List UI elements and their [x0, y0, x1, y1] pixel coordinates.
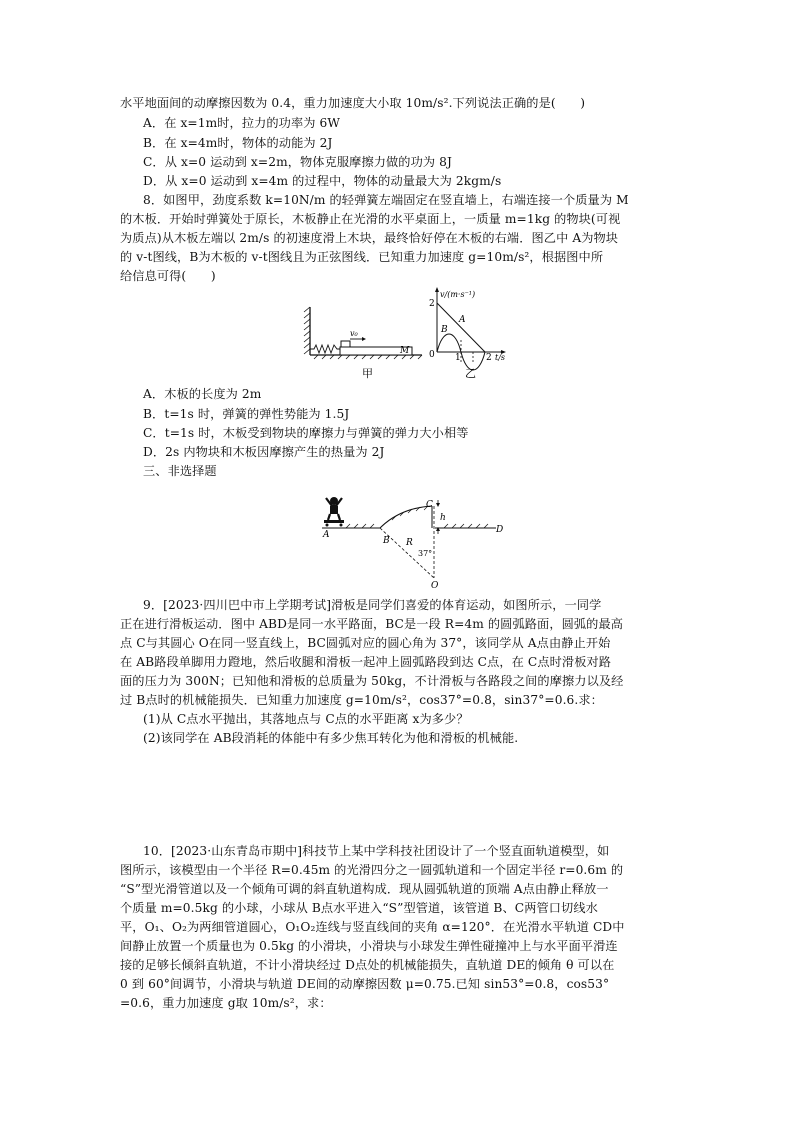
figure-yi-caption: 乙	[465, 367, 476, 380]
q9-sub-1: (1)从 C点水平抛出，其落地点与 C点的水平距离 x为多少？	[143, 712, 469, 726]
q7-option-d: D．从 x=0 运动到 x=4m 的过程中，物体的动量最大为 2kgm/s	[143, 174, 502, 188]
q7-option-a: A．在 x=1m时，拉力的功率为 6W	[143, 116, 341, 130]
q8-line-3: 为质点)从木板左端以 2m/s 的初速度滑上木块，最终恰好停在木板的右端．图乙中 A为物块	[120, 231, 619, 245]
v0-label: v₀	[350, 329, 358, 338]
q7-option-c: C．从 x=0 运动到 x=2m，物体克服摩擦力做的功为 8J	[143, 155, 452, 169]
point-c-label: C	[426, 500, 433, 510]
v-axis-label: v/(m·s⁻¹)	[440, 290, 476, 299]
q8-figure-yi	[425, 284, 525, 380]
t-tick-1: 1	[455, 353, 461, 363]
q8-line-5: 给信息可得( )	[120, 269, 216, 283]
q10-line-7: 接的足够长倾斜直轨道，不计小滑块经过 D点处的机械能损失，直轨道 DE的倾角 θ 可以在	[120, 958, 615, 972]
t-axis-label: t/s	[495, 353, 506, 362]
q8-line-1: 8．如图甲，劲度系数 k=10N/m 的轻弹簧左端固定在竖直墙上，右端连接一个质量为 M	[143, 193, 629, 207]
skate-figure	[310, 492, 530, 594]
point-b-label: B	[383, 536, 390, 546]
point-o-label: O	[431, 581, 439, 591]
q10-line-5: 平，O₁、O₂为两细管道圆心，O₁O₂连线与竖直线间的夹角 α=120°．在光滑水平轨道 CD中	[120, 920, 625, 934]
q8-option-c: C．t=1s 时，木板受到物块的摩擦力与弹簧的弹力大小相等	[143, 426, 469, 440]
q9-line-5: 面的压力为 300N；已知他和滑板的总质量为 50kg，不计滑板与各路段之间的摩擦力以及经	[120, 674, 624, 688]
height-label: h	[440, 513, 446, 523]
q10-line-4: 个质量 m=0.5kg 的小球，小球从 B点水平进入“S”型管道，该管道 B、C两管口切线水	[120, 901, 598, 915]
q10-line-6: 间静止放置一个质量也为 0.5kg 的小滑块，小滑块与小球发生弹性碰撞冲上与水平面平滑连	[120, 939, 618, 953]
q10-line-3: “S”型光滑管道以及一个倾角可调的斜直轨道构成．现从圆弧轨道的顶端 A点由静止释放一	[120, 882, 609, 896]
curve-a-label: A	[459, 315, 466, 325]
q7-stem-tail: 水平地面间的动摩擦因数为 0.4，重力加速度大小取 10m/s².下列说法正确的是( )	[120, 96, 586, 110]
q8-figure-jia	[300, 285, 430, 380]
q8-line-2: 的木板．开始时弹簧处于原长，木板静止在光滑的水平桌面上，一质量 m=1kg 的物块(可视	[120, 212, 621, 226]
angle-label: 37°	[418, 549, 433, 558]
q8-option-a: A．木板的长度为 2m	[143, 387, 262, 401]
figure-jia-caption: 甲	[362, 367, 373, 380]
q10-line-8: 0 到 60°间调节，小滑块与轨道 DE间的动摩擦因数 μ=0.75.已知 sin53°=0.8，cos53°	[120, 977, 610, 991]
q8-option-b: B．t=1s 时，弹簧的弹性势能为 1.5J	[143, 407, 350, 421]
q9-line-6: 过 B点时的机械能损失．已知重力加速度 g=10m/s²，cos37°=0.8，sin37°=0.6.求：	[120, 693, 603, 707]
q9-line-1: 9．[2023·四川巴中市上学期考试]滑板是同学们喜爱的体育运动，如图所示，一同学	[143, 598, 602, 612]
q10-line-1: 10．[2023·山东青岛市期中]科技节上某中学科技社团设计了一个竖直面轨道模型，如	[143, 844, 610, 858]
section-heading: 三、非选择题	[143, 464, 217, 478]
origin-label: 0	[429, 350, 435, 360]
board-mass-label: M	[400, 346, 410, 356]
point-a-label: A	[323, 530, 330, 540]
point-d-label: D	[496, 525, 504, 535]
radius-label: R	[406, 538, 413, 548]
q10-line-2: 图所示，该模型由一个半径 R=0.45m 的光滑四分之一圆弧轨道和一个固定半径 r=0.6m 的	[120, 863, 624, 877]
q8-line-4: 的 v-t图线，B为木板的 v-t图线且为正弦图线．已知重力加速度 g=10m/s²，根据图中所	[120, 250, 604, 264]
q9-line-3: 点 C与其圆心 O在同一竖直线上，BC圆弧对应的圆心角为 37°，该同学从 A点由静止开始	[120, 636, 611, 650]
q9-line-2: 正在进行滑板运动．图中 ABD是同一水平路面，BC是一段 R=4m 的圆弧路面，圆弧的最高	[120, 617, 624, 631]
curve-b-label: B	[441, 325, 448, 335]
q10-line-9: =0.6，重力加速度 g取 10m/s²，求：	[120, 996, 332, 1010]
t-tick-2: 2	[486, 353, 492, 363]
v-tick-2: 2	[429, 299, 435, 309]
q7-option-b: B．在 x=4m时，物体的动能为 2J	[143, 136, 333, 150]
q9-line-4: 在 AB路段单脚用力蹬地，然后收腿和滑板一起冲上圆弧路段到达 C点，在 C点时滑板对路	[120, 655, 612, 669]
q9-sub-2: (2)该同学在 AB段消耗的体能中有多少焦耳转化为他和滑板的机械能.	[143, 731, 519, 745]
q8-option-d: D．2s 内物块和木板因摩擦产生的热量为 2J	[143, 445, 385, 459]
